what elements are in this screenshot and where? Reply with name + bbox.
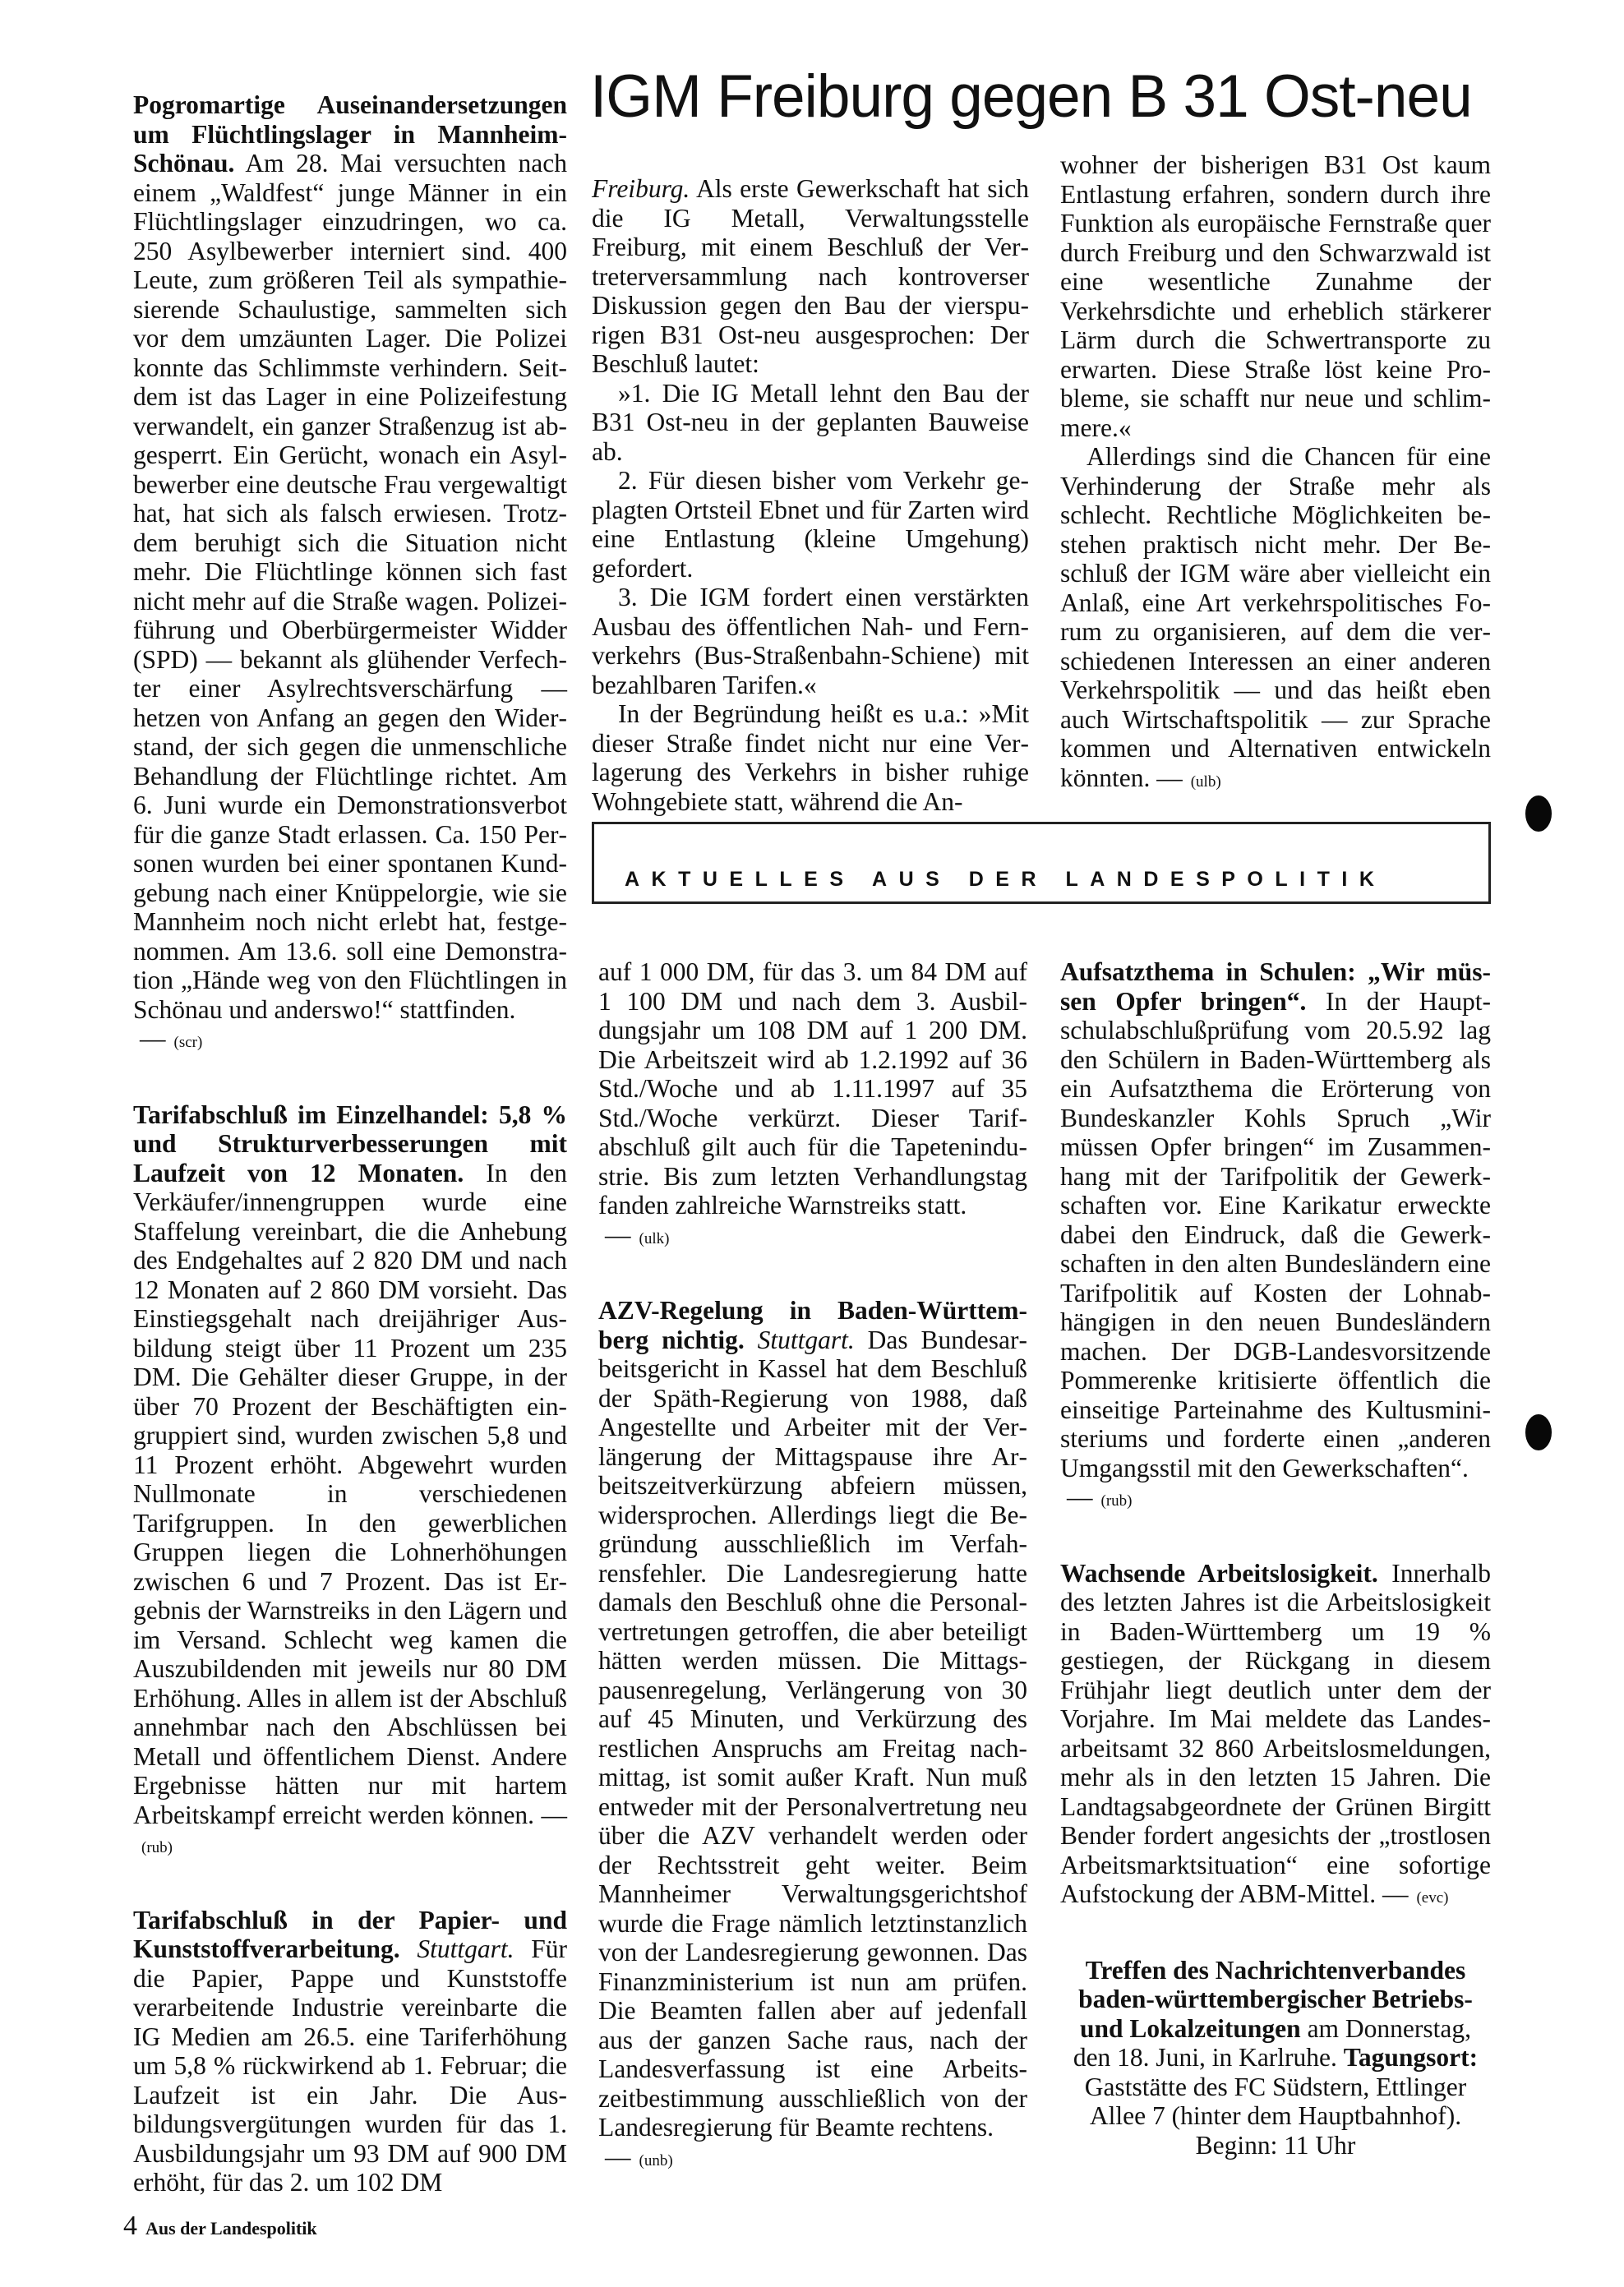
section-banner-title: AKTUELLES AUS DER LANDESPOLITIK	[625, 868, 1386, 891]
dash: —	[140, 1024, 166, 1053]
author-signature: (scr)	[173, 1034, 203, 1051]
article-body: Am 28. Mai versuchten nach einem „Waldfest“ junge Männer in ein Flüchtlingslager einzudringen, wo ca. 250 Asylbewerber interniert sind. 400 Leute, zum größeren Teil als sympathiesierende Schaulustige, sammelten sich vor dem umzäunten Lager. Die Polizei konnte das Schlimmste verhindern. Seitdem ist das Lager in eine Polizeifestung verwandelt, ein ganzer Straßenzug ist abgesperrt. Ein Gerücht, wonach ein Asylbewerber eine deutsche Frau vergewaltigt hat, hat sich als falsch erwiesen. Trotzdem beruhigt sich die Situation nicht mehr. Die Flüchtlinge können sich fast nicht mehr auf die Straße wagen. Polizeiführung und Oberbürgermeister Widder (SPD) — bekannt als glühender Verfechter einer Asylrechtsverschärfung — hetzen von Anfang an gegen den Widerstand, der sich gegen die unmenschliche Behandlung der Flüchtlinge richtet. Am 6. Juni wurde ein Demonstrationsverbot für die ganze Stadt erlassen. Ca. 150 Personen wurden bei einer spontanen Kundgebung nach einer Knüppelorgie, wie sie Mannheim noch nicht erlebt hat, festgenommen. Am 13.6. soll eine Demonstration „Hände weg von den Flüchtlingen in Schönau und anderswo!“ stattfinden.	[133, 149, 567, 1024]
author-signature: (evc)	[1416, 1889, 1449, 1907]
column-3	[1060, 150, 1491, 796]
article-azv	[598, 1296, 1027, 2175]
article-paragraph: wohner der bisherigen B31 Ost kaum Entlastung erfahren, sondern durch ihre Funktion als europäische Fernstraße quer durch Freiburg und den Schwarzwald ist eine wesentliche Zunahme der Verkehrsdichte und erheblich stärkerer Lärm durch die Schwertransporte zu erwarten. Diese Straße löst keine Probleme, sie schafft nur neue und schlimmere.«	[1060, 150, 1491, 442]
article-lead: Tarifabschluß im Einzelhandel: 5,8 % und Strukturverbesserungen mit Laufzeit von 12 Monaten.	[133, 1100, 567, 1187]
article-body: Innerhalb des letzten Jahres ist die Arbeitslosigkeit in Baden-Württemberg um 19 % gestiegen, der Rückgang in diesem Frühjahr liegt deutlich unter dem der Vorjahre. Im Mai meldete das Landesarbeitsamt 32 860 Arbeitslosmeldungen, mehr als in den letzten 15 Jahren. Die Landtagsabgeordnete der Grünen Birgitt Bender fordert angesichts der „trostlosen Arbeitsmarktsituation“ eine sofortige Aufstockung der ABM-Mittel.	[1060, 1558, 1491, 1908]
event-date: am Donnerstag, den 18. Juni, in Karlruhe.	[1073, 2013, 1472, 2072]
article-body: Als erste Gewerkschaft hat sich die IG Metall, Verwaltungsstelle Freiburg, mit einem Beschluß der Vertreterversammlung nach kontroverser Diskussion gegen den Bau der vierspurigen B31 Ost-neu ausgesprochen: Der Beschluß lautet:	[592, 174, 1030, 378]
event-venue: Gaststätte des FC Südstern, Ettlinger Allee 7 (hinter dem Hauptbahnhof). Beginn: 11 Uhr	[1084, 2072, 1467, 2160]
punch-hole-icon	[1525, 795, 1552, 832]
column-2	[592, 174, 1029, 816]
author-signature: (unb)	[639, 2151, 673, 2169]
section-banner-box	[592, 822, 1491, 904]
article-place: Freiburg.	[592, 174, 690, 203]
footer-label: Aus der Landespolitik	[145, 2218, 317, 2239]
column-4	[598, 957, 1027, 2175]
article-papier	[133, 1906, 567, 2197]
article-papier-continued	[598, 957, 1027, 1253]
author-signature: (ulk)	[639, 1229, 670, 1247]
article-lead: Wachsende Arbeitslosigkeit.	[1060, 1558, 1378, 1588]
author-signature: (rub)	[141, 1839, 173, 1856]
article-body: Für die Papier, Pappe und Kunststoffe verarbeitende Industrie vereinbarte die IG Medien am 26.5. eine Tariferhöhung um 5,8 % rückwirkend ab 1. Februar; die Laufzeit ist ein Jahr. Die Ausbildungsvergütungen wurden für das 1. Ausbildungsjahr um 93 DM auf 900 DM erhöht, für das 2. um 102 DM	[133, 1934, 567, 2197]
article-lead: Pogromartige Auseinandersetzungen um Flüchtlingslager in Mannheim-Schönau.	[133, 90, 567, 178]
event-lead: Treffen des Nachrichtenverbandes baden-württembergischer Betriebs- und Lokalzeitungen	[1078, 1955, 1473, 2043]
article-place: Stuttgart.	[417, 1934, 514, 1963]
article-body: Das Bundesarbeitsgericht in Kassel hat dem Beschluß der Späth-Regierung von 1988, daß Angestellte und Arbeiter mit der Verlängerung der Mittagspause ihre Arbeitszeitverkürzung abfeiern müssen, widersprochen. Allerdings liegt die Begründung ausschließlich im Verfahrensfehler. Die Landesregierung hatte damals den Beschluß ohne die Personalvertretungen getroffen, die aber beteiligt hätten werden müssen. Die Mittagspausenregelung, Verlängerung von 30 auf 45 Minuten, und Verkürzung des restlichen Anspruchs am Freitag nachmittag, ist somit außer Kraft. Nun muß entweder mit der Personalvertretung neu über die AZV verhandelt werden oder der Rechtsstreit geht weiter. Beim Mannheimer Verwaltungsgerichtshof wurde die Frage nämlich letztinstanzlich von der Landesregierung gewonnen. Das Finanzministerium ist nun am prüfen. Die Beamten fallen aber auf jedenfall aus der ganzen Sache raus, nach der Landesverfassung ist eine Arbeitszeitbestimmung ausschließlich von der Landesregierung für Beamte rechtens.	[598, 1325, 1028, 2142]
article-aufsatz	[1060, 957, 1491, 1516]
dash: —	[1067, 1482, 1093, 1511]
column-5	[1060, 957, 1491, 2160]
page-footer	[123, 2211, 317, 2242]
dash: —	[1382, 1879, 1409, 1908]
headline: IGM Freiburg gegen B 31 Ost-neu	[590, 63, 1472, 130]
article-body: In den Verkäufer/innengruppen wurde eine Staffelung vereinbart, die die Anhebung des Endgehaltes auf 2 820 DM und nach 12 Monaten auf 2 860 DM vorsieht. Das Einstiegsgehalt nach dreijähriger Ausbildung steigt über 11 Prozent um 235 DM. Die Gehälter dieser Gruppe, in der über 70 Prozent der Beschäftigten eingruppiert sind, wurden zwischen 5,8 und 11 Prozent erhöht. Abgewehrt wurden Nullmonate in verschiedenen Tarifgruppen. In den gewerblichen Gruppen liegen die Lohnerhöhungen zwischen 6 und 7 Prozent. Das ist Ergebnis der Warnstreiks in den Lägern und im Versand. Schlecht weg kamen die Auszubildenden mit jeweils nur 80 DM Erhöhung. Alles in allem ist der Abschluß annehmbar nach den Abschlüssen bei Metall und öffentlichem Dienst. Andere Ergebnisse hätten nur mit hartem Arbeitskampf erreicht werden können.	[133, 1158, 567, 1829]
article-body: auf 1 000 DM, für das 3. um 84 DM auf 1 100 DM und nach dem 3. Ausbildungsjahr um 108 DM auf 1 200 DM. Die Arbeitszeit wird ab 1.2.1992 auf 36 Std./Woche und ab 1.11.1997 auf 35 Std./Woche verkürzt. Dieser Tarifabschluß gilt auch für die Tapetenindustrie. Bis zum letzten Verhandlungstag fanden zahlreiche Warnstreiks statt.	[598, 957, 1027, 1220]
article-einzelhandel	[133, 1100, 567, 1863]
article-paragraph: 3. Die IGM fordert einen verstärkten Ausbau des öffentlichen Nah- und Fernverkehrs (Bus-Straßenbahn-Schiene) mit bezahlbaren Tarifen.«	[592, 583, 1029, 699]
dash: —	[541, 1800, 567, 1829]
article-paragraph: 2. Für diesen bisher vom Verkehr geplagten Ortsteil Ebnet und für Zarten wird eine Entlastung (kleine Umgehung) gefordert.	[592, 466, 1029, 583]
article-paragraph: »1. Die IG Metall lehnt den Bau der B31 Ost-neu in der geplanten Bauweise ab.	[592, 378, 1029, 466]
article-lead: AZV-Regelung in Baden-Württemberg nichtig.	[598, 1296, 1027, 1354]
dash: —	[605, 1220, 631, 1249]
event-notice	[1060, 1956, 1491, 2160]
author-signature: (rub)	[1100, 1492, 1133, 1510]
article-arbeitslosigkeit	[1060, 1559, 1491, 1913]
punch-hole-icon	[1525, 1414, 1552, 1450]
event-venue-label: Tagungsort:	[1343, 2043, 1479, 2072]
article-lead: Tarifabschluß in der Papier- und Kunststoffverarbeitung.	[133, 1905, 567, 1963]
dash: —	[1156, 763, 1183, 792]
dash: —	[605, 2142, 631, 2171]
page-number: 4	[123, 2211, 137, 2241]
article-lead: Aufsatzthema in Schulen: „Wir müssen Opfer bringen“.	[1060, 957, 1491, 1016]
column-1	[133, 90, 567, 2197]
article-paragraph: In der Begründung heißt es u.a.: »Mit dieser Straße findet nicht nur eine Verlagerung des Verkehrs in bisher ruhige Wohngebiete statt, während die An-	[592, 699, 1029, 816]
article-place: Stuttgart.	[757, 1325, 855, 1354]
article-paragraph: Allerdings sind die Chancen für eine Verhinderung der Straße mehr als schlecht. Rechtliche Möglichkeiten bestehen praktisch nicht mehr. Der Beschluß der IGM wäre aber vielleicht ein Anlaß, eine Art verkehrspolitisches Forum zu organisieren, auf dem die verschiedenen Interessen an einer anderen Verkehrspolitik — und das heißt eben auch Wirtschaftspolitik — zur Sprache kommen und Alternativen entwickeln könnten.	[1060, 442, 1491, 792]
author-signature: (ulb)	[1190, 772, 1221, 791]
article-body: In der Hauptschulabschlußprüfung vom 20.5.92 lag den Schülern in Baden-Württemberg als ein Aufsatzthema die Erörterung von Bundeskanzler Kohls Spruch „Wir müssen Opfer bringen“ im Zusammenhang mit der Tarifpolitik der Gewerkschaften vor. Eine Karikatur erweckte dabei den Eindruck, daß die Gewerkschaften in den alten Bundesländern eine Tarifpolitik auf Kosten der Lohnabhängigen in den neuen Bundesländern machen. Der DGB-Landesvorsitzende Pommerenke kritisierte öffentlich die einseitige Parteinahme des Kultusministeriums und forderte einen „anderen Umgangsstil mit den Gewerkschaften“.	[1060, 986, 1491, 1482]
article-pogrom	[133, 90, 567, 1058]
